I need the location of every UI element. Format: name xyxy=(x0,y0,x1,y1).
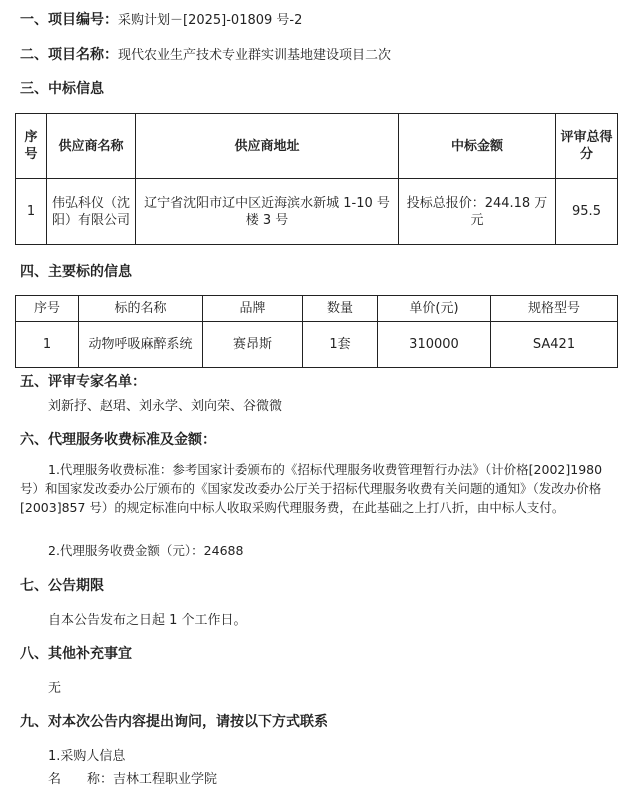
notice-period-text: 自本公告发布之日起 1 个工作日。 xyxy=(48,613,247,628)
project-number-value: 采购计划－[2025]-01809 号-2 xyxy=(118,13,303,28)
project-number-label: 一、项目编号： xyxy=(20,12,118,28)
purchaser-name-line xyxy=(48,768,217,787)
header-brand: 品牌 xyxy=(203,296,303,322)
header-quantity: 数量 xyxy=(303,296,378,322)
items-table xyxy=(15,295,618,368)
header-supplier-address: 供应商地址 xyxy=(136,114,399,179)
main-items-heading: 四、主要标的信息 xyxy=(20,264,132,280)
cell-supplier-address: 辽宁省沈阳市辽中区近海滨水新城 1-10 号楼 3 号 xyxy=(136,179,399,245)
header-no: 序号 xyxy=(16,114,47,179)
cell-award-amount: 投标总报价：244.18 万元 xyxy=(399,179,556,245)
experts-list: 刘新抒、赵珺、刘永学、刘向荣、谷微微 xyxy=(48,399,283,414)
project-number-line xyxy=(20,9,302,29)
table-row xyxy=(16,322,618,368)
other-matters-text: 无 xyxy=(48,681,62,696)
cell-total-score: 95.5 xyxy=(556,179,618,245)
contact-heading: 九、对本次公告内容提出询问，请按以下方式联系 xyxy=(20,714,328,730)
other-matters-heading: 八、其他补充事宜 xyxy=(20,646,132,662)
award-table xyxy=(15,113,618,245)
agency-fee-standard-paragraph: 1.代理服务收费标准：参考国家计委颁布的《招标代理服务收费管理暂行办法》（计价格[2002]1980 号）和国家发改委办公厅颁布的《国家发改委办公厅关于招标代理服务收费有关问题的通知》（发改办价格[2003]857 号）的规定标准向中标人收取采购代理服务费，在此基础之上打八折，由中标人支付。 xyxy=(20,462,603,515)
cell-item-name: 动物呼吸麻醉系统 xyxy=(79,322,203,368)
notice-period-heading: 七、公告期限 xyxy=(20,578,104,594)
agency-fee-heading: 六、代理服务收费标准及金额： xyxy=(20,432,216,448)
header-model: 规格型号 xyxy=(491,296,618,322)
cell-no: 1 xyxy=(16,322,79,368)
purchaser-name-label: 名 称： xyxy=(48,772,114,787)
purchaser-name-value: 吉林工程职业学院 xyxy=(113,772,218,787)
header-item-name: 标的名称 xyxy=(79,296,203,322)
agency-fee-amount: 2.代理服务收费金额（元）：24688 xyxy=(48,543,244,558)
items-table-header-row xyxy=(16,296,618,322)
header-award-amount: 中标金额 xyxy=(399,114,556,179)
experts-heading: 五、评审专家名单： xyxy=(20,374,146,390)
project-name-label: 二、项目名称： xyxy=(20,47,118,63)
header-supplier-name: 供应商名称 xyxy=(47,114,136,179)
cell-unit-price: 310000 xyxy=(378,322,491,368)
header-no: 序号 xyxy=(16,296,79,322)
header-total-score: 评审总得分 xyxy=(556,114,618,179)
purchaser-info-label: 1.采购人信息 xyxy=(48,749,126,764)
project-name-value: 现代农业生产技术专业群实训基地建设项目二次 xyxy=(118,48,392,63)
cell-model: SA421 xyxy=(491,322,618,368)
table-row xyxy=(16,179,618,245)
header-unit-price: 单价(元) xyxy=(378,296,491,322)
project-name-line xyxy=(20,44,391,64)
award-table-header-row xyxy=(16,114,618,179)
cell-no: 1 xyxy=(16,179,47,245)
cell-brand: 赛昂斯 xyxy=(203,322,303,368)
cell-supplier-name: 伟弘科仪（沈阳）有限公司 xyxy=(47,179,136,245)
cell-quantity: 1套 xyxy=(303,322,378,368)
award-info-heading: 三、中标信息 xyxy=(20,81,104,97)
